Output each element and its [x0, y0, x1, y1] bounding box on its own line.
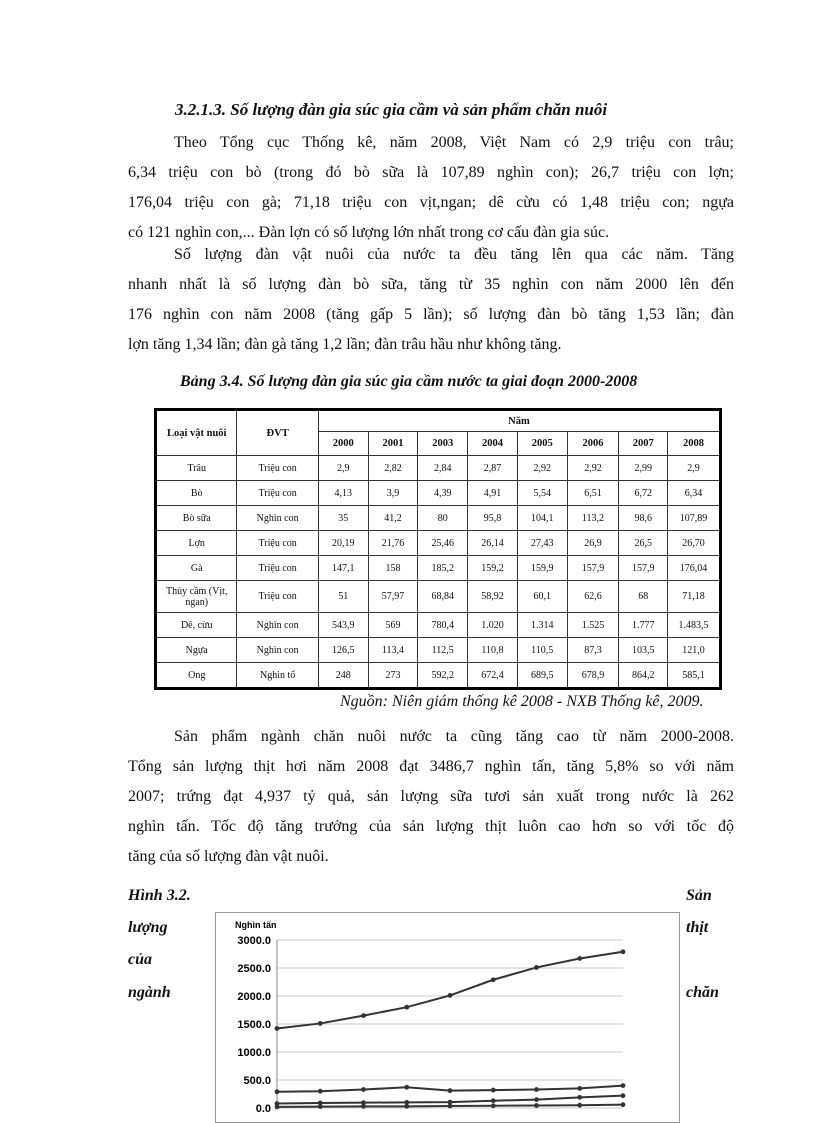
- cell: 1.020: [468, 613, 518, 638]
- paragraph-line: Số lượng đàn vật nuôi của nước ta đều tăng lên qua các năm. Tăng: [174, 246, 734, 263]
- paragraph-line: 2007; trứng đạt 4,937 tỷ quả, sản lượng sữa tươi sản xuất trong nước là 262: [128, 788, 734, 805]
- year-header: 2004: [468, 432, 518, 456]
- data-point: [577, 956, 582, 961]
- cell: 185,2: [418, 556, 468, 581]
- row-unit: Nghìn con: [237, 638, 318, 663]
- cell: 273: [368, 663, 418, 689]
- cell: 689,5: [517, 663, 567, 689]
- cell: 26,9: [567, 531, 619, 556]
- cell: 2,84: [418, 456, 468, 481]
- table-row: [156, 638, 721, 663]
- table-row: [156, 481, 721, 506]
- cell: 592,2: [418, 663, 468, 689]
- cell: 103,5: [619, 638, 668, 663]
- paragraph-line: Tổng sản lượng thịt hơi năm 2008 đạt 3486,7 nghìn tấn, tăng 5,8% so với năm: [128, 758, 734, 775]
- paragraph-line: nhanh nhất là số lượng đàn bò sữa, tăng từ 35 nghìn con năm 2000 lên đến: [128, 276, 734, 293]
- row-name: Thủy cầm (Vịt, ngan): [156, 581, 237, 613]
- cell: 51: [318, 581, 368, 613]
- cell: 4,39: [418, 481, 468, 506]
- row-unit: Triệu con: [237, 556, 318, 581]
- data-point: [577, 1095, 582, 1100]
- cell: 1.314: [517, 613, 567, 638]
- row-unit: Nghìn con: [237, 506, 318, 531]
- data-point: [621, 1102, 626, 1107]
- cell: 25,46: [418, 531, 468, 556]
- cell: 113,4: [368, 638, 418, 663]
- data-point: [448, 993, 453, 998]
- y-tick-label: 1000.0: [237, 1047, 271, 1059]
- cell: 57,97: [368, 581, 418, 613]
- year-header: 2005: [517, 432, 567, 456]
- cell: 543,9: [318, 613, 368, 638]
- cell: 780,4: [418, 613, 468, 638]
- cell: 2,99: [619, 456, 668, 481]
- cell: 4,91: [468, 481, 518, 506]
- cell: 121,0: [668, 638, 721, 663]
- paragraph-growth: [128, 240, 734, 360]
- row-unit: Triệu con: [237, 481, 318, 506]
- cell: 5,54: [517, 481, 567, 506]
- cell: 71,18: [668, 581, 721, 613]
- data-point: [404, 1085, 409, 1090]
- data-point: [491, 1103, 496, 1108]
- cell: 87,3: [567, 638, 619, 663]
- data-point: [318, 1021, 323, 1026]
- data-point: [534, 965, 539, 970]
- cell: 4,13: [318, 481, 368, 506]
- table-row: [156, 581, 721, 613]
- data-point: [404, 1104, 409, 1109]
- y-tick-label: 1500.0: [237, 1019, 271, 1031]
- cell: 26,70: [668, 531, 721, 556]
- cell: 864,2: [619, 663, 668, 689]
- cell: 35: [318, 506, 368, 531]
- cell: 585,1: [668, 663, 721, 689]
- row-unit: Triệu con: [237, 581, 318, 613]
- source-note: Nguồn: Niên giám thống kê 2008 - NXB Thống kê, 2009.: [340, 693, 704, 710]
- cell: 6,51: [567, 481, 619, 506]
- cell: 21,76: [368, 531, 418, 556]
- figure-caption-word: ngành: [128, 984, 171, 1001]
- data-point: [621, 949, 626, 954]
- col-header-type: Loại vật nuôi: [156, 410, 237, 456]
- row-name: Bò: [156, 481, 237, 506]
- data-point: [621, 1093, 626, 1098]
- cell: 107,89: [668, 506, 721, 531]
- cell: 80: [418, 506, 468, 531]
- data-point: [448, 1104, 453, 1109]
- data-point: [318, 1104, 323, 1109]
- cell: 1.777: [619, 613, 668, 638]
- figure-caption-word: của: [128, 951, 152, 968]
- cell: 2,9: [668, 456, 721, 481]
- cell: 26,5: [619, 531, 668, 556]
- table-row: [156, 613, 721, 638]
- cell: 159,2: [468, 556, 518, 581]
- cell: 2,92: [567, 456, 619, 481]
- meat-production-chart: [215, 912, 680, 1123]
- cell: 2,82: [368, 456, 418, 481]
- cell: 6,72: [619, 481, 668, 506]
- paragraph-line: nghìn tấn. Tốc độ tăng trưởng của sản lượng thịt luôn cao hơn so với tốc độ: [128, 818, 734, 835]
- cell: 159,9: [517, 556, 567, 581]
- data-point: [577, 1103, 582, 1108]
- data-point: [534, 1103, 539, 1108]
- row-name: Ong: [156, 663, 237, 689]
- cell: 26,14: [468, 531, 518, 556]
- cell: 110,5: [517, 638, 567, 663]
- data-point: [361, 1087, 366, 1092]
- y-tick-label: 500.0: [243, 1075, 271, 1087]
- paragraph-line: 176 nghìn con năm 2008 (tăng gấp 5 lần); số lượng đàn bò tăng 1,53 lần; đàn: [128, 306, 734, 323]
- paragraph-line: tăng của số lượng đàn vật nuôi.: [128, 848, 329, 865]
- year-header: 2001: [368, 432, 418, 456]
- cell: 58,92: [468, 581, 518, 613]
- cell: 20,19: [318, 531, 368, 556]
- cell: 158: [368, 556, 418, 581]
- cell: 62,6: [567, 581, 619, 613]
- data-point: [577, 1086, 582, 1091]
- paragraph-line: Sản phẩm ngành chăn nuôi nước ta cũng tăng cao từ năm 2000-2008.: [174, 728, 734, 745]
- cell: 68: [619, 581, 668, 613]
- data-point: [534, 1097, 539, 1102]
- paragraph-products: [128, 722, 734, 872]
- table-row: [156, 556, 721, 581]
- cell: 157,9: [619, 556, 668, 581]
- paragraph-livestock-counts: [128, 128, 734, 248]
- row-name: Trâu: [156, 456, 237, 481]
- cell: 112,5: [418, 638, 468, 663]
- livestock-table: [154, 408, 722, 690]
- cell: 176,04: [668, 556, 721, 581]
- data-point: [361, 1104, 366, 1109]
- cell: 104,1: [517, 506, 567, 531]
- table-row: [156, 506, 721, 531]
- cell: 60,1: [517, 581, 567, 613]
- section-heading: 3.2.1.3. Số lượng đàn gia súc gia cầm và sản phẩm chăn nuôi: [175, 100, 608, 119]
- year-header: 2008: [668, 432, 721, 456]
- row-unit: Triệu con: [237, 531, 318, 556]
- col-header-unit: ĐVT: [237, 410, 318, 456]
- cell: 678,9: [567, 663, 619, 689]
- table-caption: Bảng 3.4. Số lượng đàn gia súc gia cầm nước ta giai đoạn 2000-2008: [180, 373, 638, 390]
- row-name: Lợn: [156, 531, 237, 556]
- row-unit: Nghìn con: [237, 613, 318, 638]
- year-header: 2007: [619, 432, 668, 456]
- figure-caption-word: Sản: [686, 887, 712, 904]
- cell: 27,43: [517, 531, 567, 556]
- table-row: [156, 531, 721, 556]
- cell: 68,84: [418, 581, 468, 613]
- cell: 3,9: [368, 481, 418, 506]
- data-point: [491, 1098, 496, 1103]
- paragraph-line: 6,34 triệu con bò (trong đó bò sữa là 107,89 nghìn con); 26,7 triệu con lợn;: [128, 164, 734, 181]
- y-tick-label: 2000.0: [237, 991, 271, 1003]
- data-point: [275, 1026, 280, 1031]
- data-point: [534, 1087, 539, 1092]
- table-row: [156, 663, 721, 689]
- col-header-year: Năm: [318, 410, 720, 432]
- row-unit: Triệu con: [237, 456, 318, 481]
- figure-caption-word: Hình 3.2.: [128, 887, 191, 904]
- paragraph-line: 176,04 triệu con gà; 71,18 triệu con vịt,ngan; dê cừu có 1,48 triệu con; ngựa: [128, 194, 734, 211]
- year-header: 2006: [567, 432, 619, 456]
- cell: 113,2: [567, 506, 619, 531]
- table-row: [156, 456, 721, 481]
- data-point: [448, 1088, 453, 1093]
- row-name: Ngựa: [156, 638, 237, 663]
- row-unit: Nghìn tổ: [237, 663, 318, 689]
- year-header: 2003: [418, 432, 468, 456]
- cell: 147,1: [318, 556, 368, 581]
- y-axis-title: Nghìn tấn: [235, 920, 277, 930]
- figure-caption-word: lượng: [128, 919, 168, 936]
- cell: 1.483,5: [668, 613, 721, 638]
- cell: 569: [368, 613, 418, 638]
- data-point: [275, 1104, 280, 1109]
- row-name: Gà: [156, 556, 237, 581]
- data-point: [318, 1089, 323, 1094]
- cell: 1.525: [567, 613, 619, 638]
- cell: 2,87: [468, 456, 518, 481]
- cell: 126,5: [318, 638, 368, 663]
- data-point: [491, 977, 496, 982]
- data-point: [275, 1089, 280, 1094]
- figure-caption-word: thịt: [686, 919, 709, 936]
- cell: 110,8: [468, 638, 518, 663]
- paragraph-line: Theo Tổng cục Thống kê, năm 2008, Việt Nam có 2,9 triệu con trâu;: [174, 134, 734, 151]
- cell: 672,4: [468, 663, 518, 689]
- data-point: [621, 1083, 626, 1088]
- y-tick-label: 2500.0: [237, 963, 271, 975]
- row-name: Dê, cừu: [156, 613, 237, 638]
- data-point: [404, 1005, 409, 1010]
- cell: 6,34: [668, 481, 721, 506]
- cell: 41,2: [368, 506, 418, 531]
- cell: 157,9: [567, 556, 619, 581]
- y-tick-label: 0.0: [255, 1103, 271, 1115]
- data-point: [491, 1088, 496, 1093]
- figure-caption-word: chăn: [686, 984, 719, 1001]
- paragraph-line: lợn tăng 1,34 lần; đàn gà tăng 1,2 lần; đàn trâu hầu như không tăng.: [128, 336, 562, 353]
- cell: 2,92: [517, 456, 567, 481]
- cell: 98,6: [619, 506, 668, 531]
- data-point: [361, 1013, 366, 1018]
- paragraph-line: có 121 nghìn con,... Đàn lợn có số lượng lớn nhất trong cơ cấu đàn gia súc.: [128, 224, 610, 241]
- cell: 248: [318, 663, 368, 689]
- year-header: 2000: [318, 432, 368, 456]
- row-name: Bò sữa: [156, 506, 237, 531]
- cell: 95,8: [468, 506, 518, 531]
- cell: 2,9: [318, 456, 368, 481]
- y-tick-label: 3000.0: [237, 935, 271, 947]
